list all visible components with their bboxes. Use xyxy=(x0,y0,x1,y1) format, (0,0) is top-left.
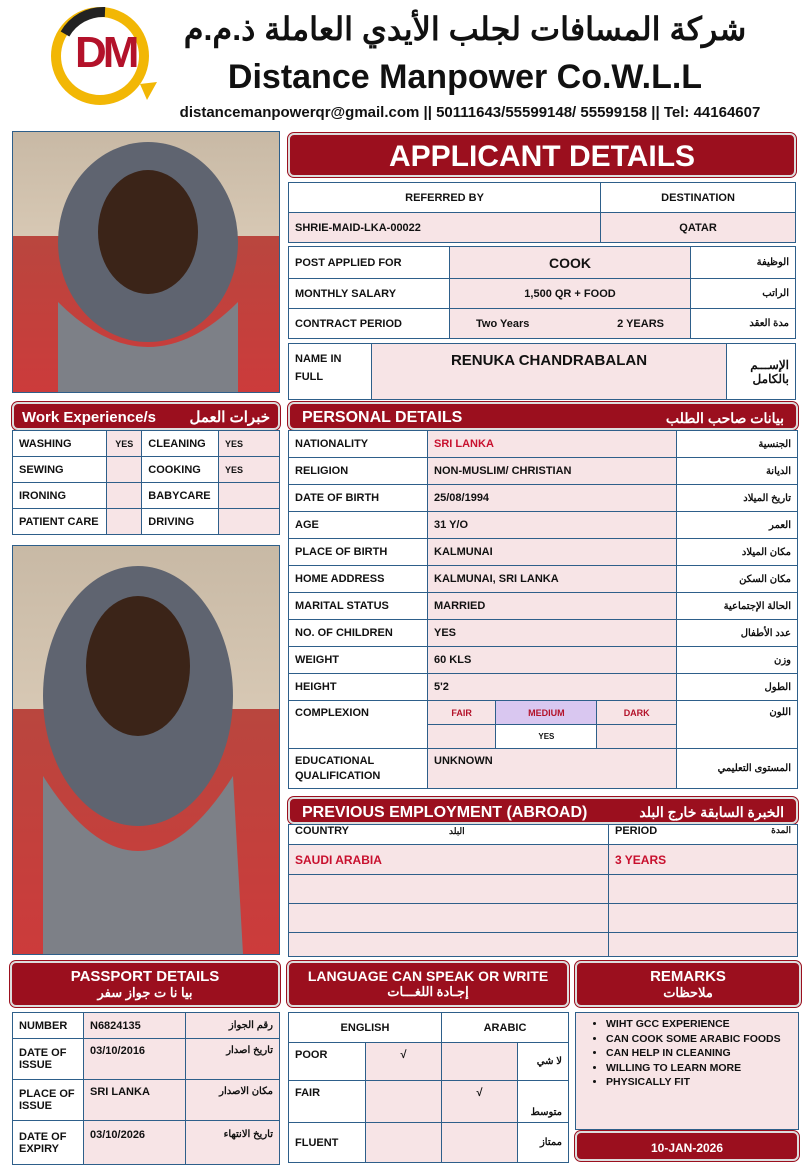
work-label: DRIVING xyxy=(142,509,219,535)
contract-value xyxy=(450,309,691,339)
work-value xyxy=(107,483,142,509)
post-label: POST APPLIED FOR xyxy=(289,247,450,279)
personal-label: WEIGHT xyxy=(289,647,428,674)
country-ar: البلد xyxy=(448,826,465,836)
work-title-en: Work Experience/s xyxy=(22,409,156,426)
previous-title-ar: الخبرة السابقة خارج البلد xyxy=(639,804,784,820)
personal-value: KALMUNAI, SRI LANKA xyxy=(428,566,677,593)
remark-item: • PHYSICALLY FIT xyxy=(606,1075,792,1090)
personal-value: NON-MUSLIM/ CHRISTIAN xyxy=(428,458,677,485)
work-label: SEWING xyxy=(13,457,107,483)
personal-ar: تاريخ الميلاد xyxy=(677,485,798,512)
passport-value: SRI LANKA xyxy=(84,1080,186,1121)
company-arabic-name: شركة المسافات لجلب الأيدي العاملة ذ.م.م xyxy=(183,11,747,47)
personal-label: RELIGION xyxy=(289,458,428,485)
personal-value: KALMUNAI xyxy=(428,539,677,566)
language-ar: ممتاز xyxy=(518,1123,569,1163)
personal-ar: الحالة الإجتماعية xyxy=(677,593,798,620)
referred-by-value: SHRIE-MAID-LKA-00022 xyxy=(289,213,601,243)
name-table xyxy=(288,343,796,400)
work-value: YES xyxy=(219,431,280,457)
empty-cell xyxy=(609,904,798,933)
language-title xyxy=(287,961,569,1007)
arabic-mark xyxy=(442,1123,518,1163)
remarks-box xyxy=(575,1012,799,1130)
contract-value-a: Two Years xyxy=(476,317,530,330)
empty-cell xyxy=(289,933,609,957)
empty-cell xyxy=(609,875,798,904)
personal-label: PLACE OF BIRTH xyxy=(289,539,428,566)
education-label: EDUCATIONAL QUALIFICATION xyxy=(289,749,428,789)
country-label: COUNTRY xyxy=(295,825,349,837)
passport-value: 03/10/2026 xyxy=(84,1121,186,1165)
language-level: FLUENT xyxy=(289,1123,366,1163)
remarks-date: 10-JAN-2026 xyxy=(575,1131,799,1161)
work-label: BABYCARE xyxy=(142,483,219,509)
passport-ar: مكان الاصدار xyxy=(186,1080,280,1121)
passport-title-en: PASSPORT DETAILS xyxy=(70,968,220,985)
work-label: PATIENT CARE xyxy=(13,509,107,535)
work-value xyxy=(107,457,142,483)
passport-ar: رقم الجواز xyxy=(186,1013,280,1039)
passport-label: NUMBER xyxy=(13,1013,84,1039)
previous-table xyxy=(288,824,798,957)
salary-label: MONTHLY SALARY xyxy=(289,279,450,309)
contract-label: CONTRACT PERIOD xyxy=(289,309,450,339)
personal-ar: الديانة xyxy=(677,458,798,485)
post-table xyxy=(288,246,796,339)
language-level: POOR xyxy=(289,1043,366,1081)
personal-table xyxy=(288,430,798,789)
work-title-ar: خبرات العمل xyxy=(189,409,270,426)
work-experience-title xyxy=(12,402,280,430)
personal-title-en: PERSONAL DETAILS xyxy=(302,409,463,426)
language-level: FAIR xyxy=(289,1081,366,1123)
personal-label: HEIGHT xyxy=(289,674,428,701)
passport-value: 03/10/2016 xyxy=(84,1039,186,1080)
work-label: WASHING xyxy=(13,431,107,457)
period-value: 3 YEARS xyxy=(609,845,798,875)
period-ar: المدة xyxy=(771,825,791,835)
empty-cell xyxy=(289,904,609,933)
arabic-mark xyxy=(442,1043,518,1081)
personal-ar: مكان الميلاد xyxy=(677,539,798,566)
contract-value-b: 2 YEARS xyxy=(617,317,664,330)
personal-value: YES xyxy=(428,620,677,647)
period-label: PERIOD xyxy=(615,825,658,837)
company-english-name: Distance Manpower Co.W.L.L xyxy=(227,58,703,96)
personal-label: HOME ADDRESS xyxy=(289,566,428,593)
passport-title xyxy=(10,961,280,1007)
personal-ar: وزن xyxy=(677,647,798,674)
work-value xyxy=(107,509,142,535)
education-ar: المستوى التعليمي xyxy=(677,749,798,789)
logo-text: DM xyxy=(75,28,136,77)
passport-table xyxy=(12,1012,280,1165)
referred-by-label: REFERRED BY xyxy=(289,183,601,213)
personal-ar: الجنسية xyxy=(677,431,798,458)
complexion-value xyxy=(428,725,496,749)
english-mark xyxy=(366,1123,442,1163)
work-value: YES xyxy=(107,431,142,457)
personal-value: 31 Y/O xyxy=(428,512,677,539)
company-logo xyxy=(45,4,163,110)
arabic-header: ARABIC xyxy=(442,1013,569,1043)
passport-title-ar: بيا نا ت جواز سفر xyxy=(97,985,193,1000)
education-value: UNKNOWN xyxy=(428,749,677,789)
empty-cell xyxy=(609,933,798,957)
contract-ar: مدة العقد xyxy=(691,309,796,339)
remark-item: • CAN COOK SOME ARABIC FOODS xyxy=(606,1032,792,1047)
passport-label: DATE OF EXPIRY xyxy=(13,1121,84,1165)
work-label: IRONING xyxy=(13,483,107,509)
passport-ar: تاريخ الانتهاء xyxy=(186,1121,280,1165)
personal-ar: العمر xyxy=(677,512,798,539)
personal-label: DATE OF BIRTH xyxy=(289,485,428,512)
work-label: CLEANING xyxy=(142,431,219,457)
salary-value: 1,500 QR + FOOD xyxy=(450,279,691,309)
remarks-title xyxy=(575,961,801,1007)
remarks-title-ar: ملاحظات xyxy=(663,985,713,1000)
complexion-medium: MEDIUM xyxy=(496,701,597,725)
applicant-photo-large xyxy=(12,545,280,955)
salary-ar: الراتب xyxy=(691,279,796,309)
remark-item: • WIHT GCC EXPERIENCE xyxy=(606,1017,792,1032)
work-value xyxy=(219,509,280,535)
personal-label: AGE xyxy=(289,512,428,539)
destination-value: QATAR xyxy=(601,213,796,243)
applicant-photo-small xyxy=(12,131,280,393)
personal-label: NO. OF CHILDREN xyxy=(289,620,428,647)
personal-value: 60 KLS xyxy=(428,647,677,674)
previous-title-en: PREVIOUS EMPLOYMENT (ABROAD) xyxy=(302,804,588,821)
personal-label: NATIONALITY xyxy=(289,431,428,458)
english-mark: √ xyxy=(366,1043,442,1081)
post-value: COOK xyxy=(450,247,691,279)
remark-item: • WILLING TO LEARN MORE xyxy=(606,1061,792,1076)
country-value: SAUDI ARABIA xyxy=(289,845,609,875)
complexion-fair: FAIR xyxy=(428,701,496,725)
name-ar: الإســـم بالكامل xyxy=(727,344,796,400)
name-label: NAME IN FULL xyxy=(289,344,372,400)
work-table xyxy=(12,430,280,535)
personal-ar: عدد الأطفال xyxy=(677,620,798,647)
post-ar: الوظيفة xyxy=(691,247,796,279)
passport-value: N6824135 xyxy=(84,1013,186,1039)
language-title-en: LANGUAGE CAN SPEAK OR WRITE xyxy=(307,968,549,984)
passport-ar: تاريخ اصدار xyxy=(186,1039,280,1080)
previous-employment-title xyxy=(288,797,798,824)
personal-title-ar: بيانات صاحب الطلب xyxy=(665,410,784,426)
complexion-dark: DARK xyxy=(597,701,677,725)
destination-label: DESTINATION xyxy=(601,183,796,213)
applicant-details-title: APPLICANT DETAILS xyxy=(288,133,796,177)
english-mark xyxy=(366,1081,442,1123)
personal-label: MARITAL STATUS xyxy=(289,593,428,620)
complexion-ar: اللون xyxy=(677,701,798,749)
personal-value: 5'2 xyxy=(428,674,677,701)
personal-value: SRI LANKA xyxy=(428,431,677,458)
name-value: RENUKA CHANDRABALAN xyxy=(372,344,727,400)
english-header: ENGLISH xyxy=(289,1013,442,1043)
complexion-value xyxy=(597,725,677,749)
remark-item: • CAN HELP IN CLEANING xyxy=(606,1046,792,1061)
personal-ar: مكان السكن xyxy=(677,566,798,593)
complexion-value: YES xyxy=(496,725,597,749)
remarks-title-en: REMARKS xyxy=(650,968,726,985)
language-title-ar: إجـادة اللغـــات xyxy=(387,984,469,999)
passport-label: DATE OF ISSUE xyxy=(13,1039,84,1080)
language-ar: لا شي xyxy=(518,1043,569,1081)
passport-label: PLACE OF ISSUE xyxy=(13,1080,84,1121)
work-value xyxy=(219,483,280,509)
empty-cell xyxy=(289,875,609,904)
personal-ar: الطول xyxy=(677,674,798,701)
language-ar: متوسط xyxy=(518,1081,569,1123)
company-contact: distancemanpowerqr@gmail.com || 50111643/55599148/ 55599158 || Tel: 44164607 xyxy=(179,104,761,121)
personal-details-title xyxy=(288,402,798,430)
work-label: COOKING xyxy=(142,457,219,483)
language-table xyxy=(288,1012,569,1163)
referral-table xyxy=(288,182,796,243)
complexion-label: COMPLEXION xyxy=(289,701,428,749)
work-value: YES xyxy=(219,457,280,483)
arabic-mark: √ xyxy=(442,1081,518,1123)
personal-value: 25/08/1994 xyxy=(428,485,677,512)
personal-value: MARRIED xyxy=(428,593,677,620)
